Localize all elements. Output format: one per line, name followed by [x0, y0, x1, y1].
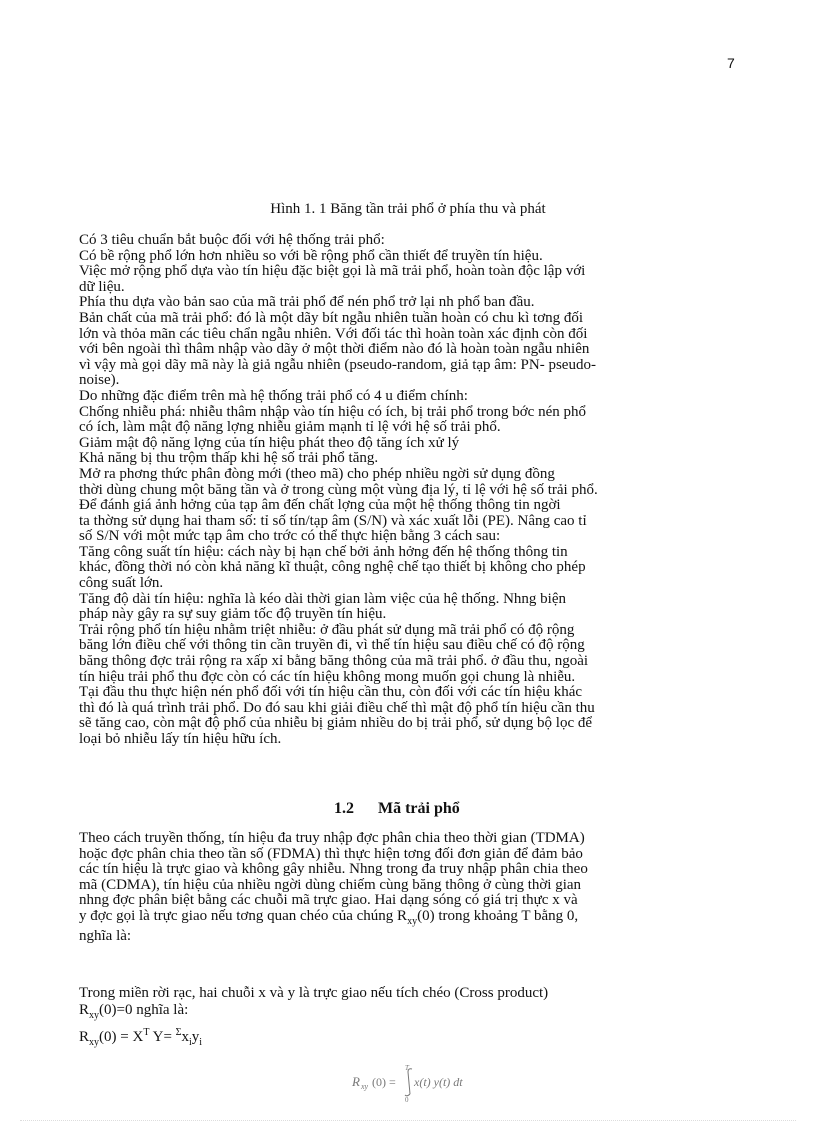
svg-text:xy: xy	[361, 1082, 369, 1091]
section-number: 1.2	[334, 800, 354, 817]
text-line: Theo cách truyền thống, tín hiệu đa truy nhập đợc phân chia theo thời gian (TDMA)	[79, 830, 585, 846]
svg-text:T: T	[405, 1064, 409, 1072]
text-line: tín hiệu trải phổ thu đợc còn có các tín hiệu không mong muốn gọi chung là nhiễu.	[79, 668, 576, 685]
text-line: Có 3 tiêu chuẩn bắt buộc đối với hệ thống trải phổ:	[79, 232, 385, 248]
text-line: băng thông đợc trải rộng ra xấp xỉ bằng băng thông của mã trải phổ. ở đầu thu, ngoài	[79, 653, 589, 670]
text-line: lớn và thỏa mãn các tiêu chẩn ngẫu nhiên. Với đối tác thì hoàn toàn xác định còn đối	[79, 325, 588, 342]
text-line: Do những đặc điểm trên mà hệ thống trải phổ có 4 u điểm chính:	[79, 387, 468, 404]
text-line: Chống nhiễu phá: nhiễu thâm nhập vào tín hiệu có ích, bị trải phổ trong bớc nén phổ	[79, 403, 586, 420]
text-line: với bên ngoài thì thâm nhập vào dãy ở một thời điểm nào đó là hoàn toàn ngẫu nhiên	[79, 341, 590, 358]
text-line: Khả năng bị thu trộm thấp khi hệ số trải phổ tăng.	[79, 450, 379, 467]
text-line: Để đánh giá ảnh hởng của tạp âm đến chất lợng của một hệ thống thông tin ngời	[79, 497, 561, 514]
page-number: 7	[727, 55, 735, 71]
svg-text:R: R	[352, 1074, 360, 1089]
text-line: Trong miền rời rạc, hai chuỗi x và y là trực giao nếu tích chéo (Cross product)	[79, 985, 549, 1001]
text-line: ta thờng sử dụng hai tham số: tỉ số tín/tạp âm (S/N) và xác xuất lỗi (PE). Nâng cao tỉ	[79, 512, 587, 529]
text-line: mã (CDMA), tín hiệu của nhiều ngời dùng chiếm cùng băng thông ở cùng thời gian	[79, 876, 582, 893]
text-line: Tăng công suất tín hiệu: cách này bị hạn chế bởi ảnh hởng đến hệ thống thông tin	[79, 543, 568, 560]
svg-text:0: 0	[405, 1096, 409, 1104]
text-line: noise).	[79, 372, 120, 389]
text-line: nghĩa là:	[79, 928, 132, 944]
text-line: có ích, làm mật độ năng lợng nhiễu giảm mạnh tỉ lệ với hệ số trải phổ.	[79, 419, 501, 436]
text-line: sẽ tăng cao, còn mật độ phổ của nhiễu bị giảm nhiều do bị trải phổ, sử dụng bộ lọc để	[79, 715, 593, 732]
text-line: thời dùng chung một băng tần và ở trong cùng một vùng địa lý, tỉ lệ với hệ số trải phổ.	[79, 481, 598, 498]
section-body-text	[79, 831, 739, 945]
svg-text:(0) =: (0) =	[372, 1075, 396, 1089]
text-line: thì đó là quá trình trải phổ. Do đó sau khi giải điều chế thì mật độ phổ tín hiệu cần thu	[79, 699, 595, 716]
text-line: y đợc gọi là trực giao nếu tơng quan chéo của chúng $R_{xy}(0)$ trong khoảng T bằng 0,	[79, 907, 579, 927]
text-line: Việc mở rộng phổ dựa vào tín hiệu đặc biệt gọi là mã trải phổ, hoàn toàn độc lập với	[79, 263, 586, 280]
text-line: các tín hiệu là trực giao và không gây nhiễu. Nhng trong đa truy nhập phân chia theo	[79, 861, 588, 877]
text-line: Phía thu dựa vào bản sao của mã trải phổ để nén phổ trở lại nh phổ ban đầu.	[79, 294, 535, 311]
text-line: Tại đầu thu thực hiện nén phổ đối với tín hiệu cần thu, còn đối với các tín hiệu khác	[79, 684, 583, 701]
text-line: Trải rộng phổ tín hiệu nhằm triệt nhiễu: ở đầu phát sử dụng mã trải phổ có độ rộng	[79, 621, 575, 638]
text-line: công suất lớn.	[79, 575, 164, 592]
text-line: hoặc đợc phân chia theo tần số (FDMA) thì thực hiện tơng đối đơn giản để đảm bảo	[79, 845, 583, 862]
body-text	[79, 233, 739, 748]
text-line: dữ liệu.	[79, 278, 125, 295]
text-line: Mở ra phơng thức phân đòng mới (theo mã) cho phép nhiều ngời sử dụng đồng	[79, 465, 555, 482]
text-line: pháp này gây ra sự suy giảm tốc độ truyền tín hiệu.	[79, 606, 387, 623]
text-line: Tăng độ dài tín hiệu: nghĩa là kéo dài thời gian làm việc của hệ thống. Nhng biện	[79, 590, 566, 607]
section-title: Mã trải phổ	[378, 800, 460, 817]
page-footer-divider	[20, 1120, 796, 1121]
text-line: $R_{xy}(0)=0$ nghĩa là:	[79, 1002, 189, 1021]
text-line: băng lớn điều chế với thông tin cần truyền đi, vì thế tín hiệu sau điều chế có độ rộng	[79, 637, 585, 654]
text-line: khác, đồng thời nó còn khả năng kĩ thuật, công nghệ chế tạo thiết bị không cho phép	[79, 559, 586, 576]
text-line: vì vậy mà gọi dãy mã này là giả ngẫu nhiên (pseudo-random, giả tạp âm: PN- pseudo-	[79, 356, 596, 373]
section-heading	[334, 800, 460, 818]
text-line: Có bề rộng phổ lớn hơn nhiều so với bề rộng phổ cần thiết để truyền tín hiệu.	[79, 247, 543, 264]
discrete-text	[79, 985, 739, 1051]
text-line: số S/N với một mức tạp âm cho trớc có thể thực hiện bằng 3 cách sau:	[79, 528, 501, 545]
text-line: $R_{xy}(0) = X^T$ $Y= ^\Sigma x_iy_i$	[79, 1027, 203, 1048]
cross-correlation-formula	[350, 1062, 480, 1104]
figure-caption: Hình 1. 1 Băng tần trải phổ ở phía thu và phát	[270, 201, 546, 217]
text-line: Giảm mật độ năng lợng của tín hiệu phát theo độ tăng ích xử lý	[79, 434, 460, 451]
svg-text:x(t) y(t) dt: x(t) y(t) dt	[414, 1075, 463, 1089]
text-line: Bản chất của mã trải phổ: đó là một dãy bít ngẫu nhiên tuần hoàn có chu kì tơng đối	[79, 309, 584, 326]
text-line: nhng đợc phân biệt bằng các chuỗi mã trực giao. Hai dạng sóng có giá trị thực x và	[79, 892, 578, 908]
text-line: loại bỏ nhiễu lấy tín hiệu hữu ích.	[79, 731, 282, 747]
